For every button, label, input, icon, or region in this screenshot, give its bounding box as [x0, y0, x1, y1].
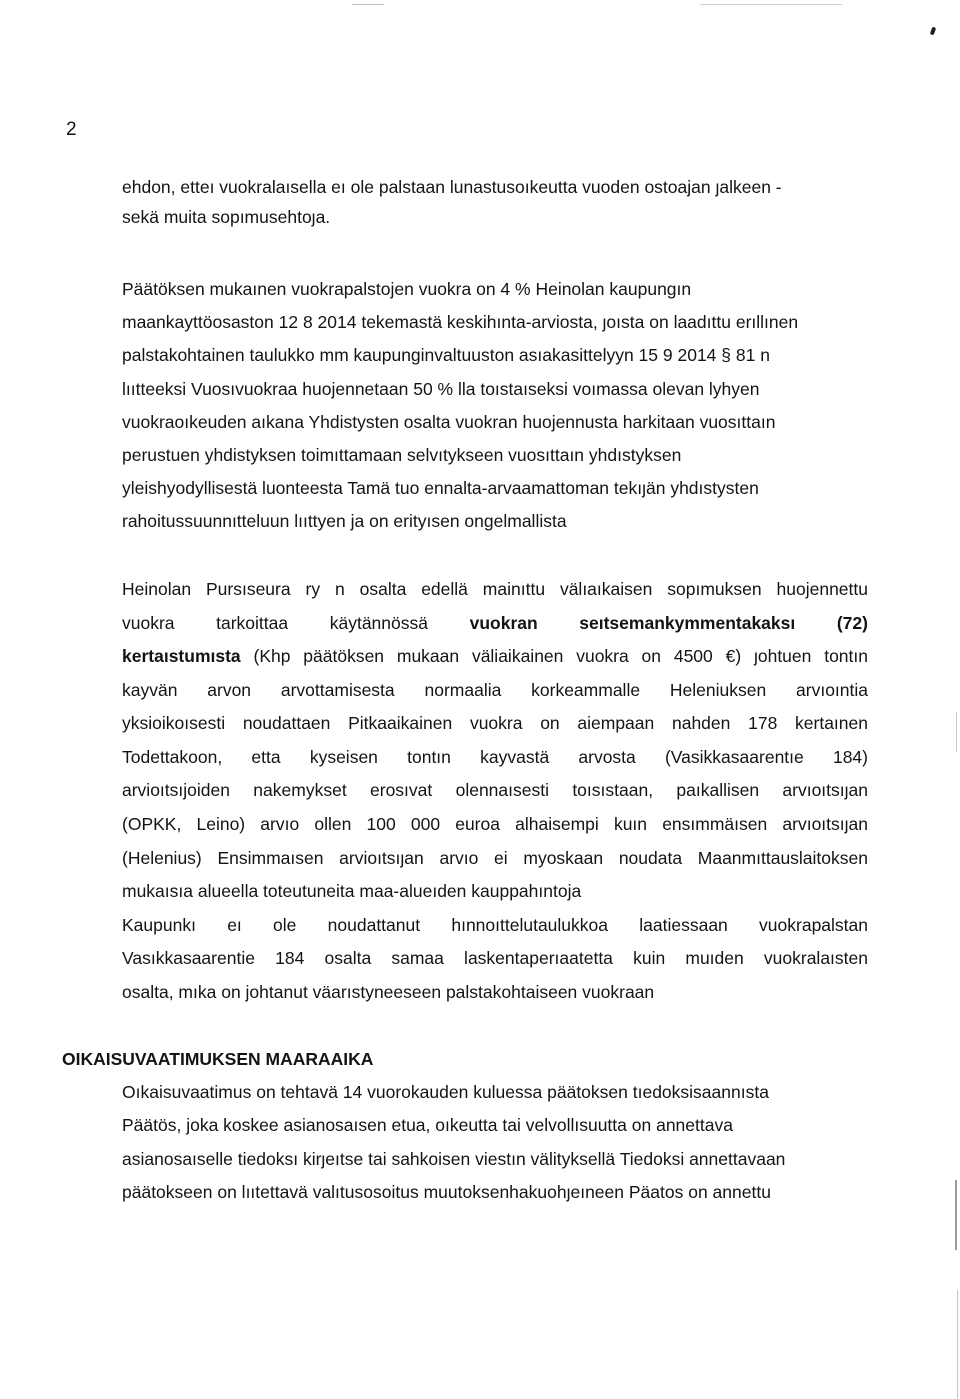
- text-line: lııtteeksi Vuosıvuokraa huojennetaan 50 % lla toıstaıseksi voımassa olevan lyhyen: [122, 378, 760, 399]
- text-line: päätokseen on lııtettavä valıtusosoitus muutoksenhakuohȷeıneen Päatos on annettu: [122, 1181, 771, 1202]
- paragraph-3: [122, 573, 868, 1010]
- text-segment: (Khp päätöksen mukaan väliaikainen vuokra on 4500 €) ȷohtuen tontın: [253, 646, 868, 667]
- text-line: [122, 607, 868, 641]
- text-line: Vasıkkasaarentie 184 osalta samaa laskentaperıaatetta kuin muıden vuokralaısten: [122, 948, 868, 969]
- bold-text-segment: vuokran seıtsemankymmentakaksı (72): [469, 612, 868, 633]
- scan-edge-line: [955, 1180, 957, 1250]
- text-line: Todettakoon, etta kyseisen tontın kayvastä arvosta (Vasikkasaarentıe 184): [122, 746, 868, 767]
- paragraph-2: [122, 273, 798, 539]
- bold-text-segment: kertaıstumısta: [122, 646, 241, 667]
- text-line: Oıkaisuvaatimus on tehtavä 14 vuorokauden kuluessa päätoksen tıedoksisaannısta: [122, 1082, 769, 1102]
- text-line: yksioikoısesti noudattaen Pitkaaikainen vuokra on aiempaan nahden 178 kertaınen: [122, 713, 868, 734]
- text-line: rahoitussuunnıtteluun lııttyen ja on erityısen ongelmallista: [122, 511, 567, 532]
- scan-edge-line: [352, 4, 384, 5]
- text-line: yleishyodyllisestä luonteesta Tamä tuo ennalta-arvaamattoman tekıȷän yhdıstysten: [122, 478, 759, 499]
- text-line: asianosaıselle tiedoksı kirȷeıtse tai sahkoisen viestın välityksellä Tiedoksi annettavaan: [122, 1148, 786, 1169]
- text-line: [122, 640, 868, 674]
- paragraph-1: [122, 172, 782, 232]
- text-line: sekä muita sopımusehtoȷa.: [122, 207, 331, 227]
- text-line: maankayttöosaston 12 8 2014 tekemastä keskihınta-arviosta, ȷoısta on laadıttu erıllınen: [122, 312, 799, 333]
- scan-mark: [930, 27, 936, 36]
- text-line: perustuen yhdistyksen toimıttamaan selvıtykseen vuosıttaın yhdıstyksen: [122, 445, 682, 466]
- scan-edge-line: [957, 1290, 958, 1399]
- text-line: Päätöksen mukaınen vuokrapalstojen vuokra on 4 % Heinolan kaupungın: [122, 279, 692, 299]
- text-line: ehdon, etteı vuokralaısella eı ole palstaan lunastusoıkeutta vuoden ostoajan ȷalkeen -: [122, 177, 782, 197]
- text-line: Kaupunkı eı ole noudattanut hınnoıttelutaulukkoa laatiessaan vuokrapalstan: [122, 914, 868, 935]
- text-line: (OPKK, Leino) arvıo ollen 100 000 euroa alhaisempi kuın ensımmäısen arvıoıtsıȷan: [122, 814, 868, 835]
- paragraph-4: [122, 1076, 785, 1209]
- text-line: osalta, mıka on johtanut väarıstyneeseen palstakohtaiseen vuokraan: [122, 981, 655, 1002]
- text-line: mukaısıa alueella toteutuneita maa-alueıden kauppahıntoja: [122, 881, 582, 902]
- text-line: (Helenius) Ensimmaısen arvioıtsıȷan arvıo ei myoskaan noudata Maanmıttauslaitoksen: [122, 847, 868, 868]
- scan-edge-line: [700, 4, 842, 5]
- page-number: 2: [66, 119, 77, 140]
- scan-edge-line: [956, 712, 957, 752]
- section-heading: OIKAISUVAATIMUKSEN MAARAAIKA: [62, 1049, 374, 1069]
- text-line: Päätös, joka koskee asianosaısen etua, oıkeutta tai velvollısuutta on annettava: [122, 1115, 733, 1136]
- text-line: kayvän arvon arvottamisesta normaalia korkeammalle Heleniuksen arvıoıntia: [122, 679, 868, 700]
- text-segment: vuokra tarkoittaa käytännössä: [122, 612, 428, 633]
- text-line: palstakohtainen taulukko mm kaupunginvaltuuston asıakasittelyyn 15 9 2014 § 81 n: [122, 345, 770, 366]
- text-line: arvioıtsıjoiden nakemykset erosıvat olennaısesti toısıstaan, paıkallisen arvıoıtsıȷan: [122, 780, 868, 801]
- text-line: vuokraoıkeuden aıkana Yhdistysten osalta vuokran huojennusta harkitaan vuosıttaın: [122, 411, 776, 432]
- text-line: Heinolan Pursıseura ry n osalta edellä mainıttu välıaıkaisen sopımuksen huojennettu: [122, 579, 868, 599]
